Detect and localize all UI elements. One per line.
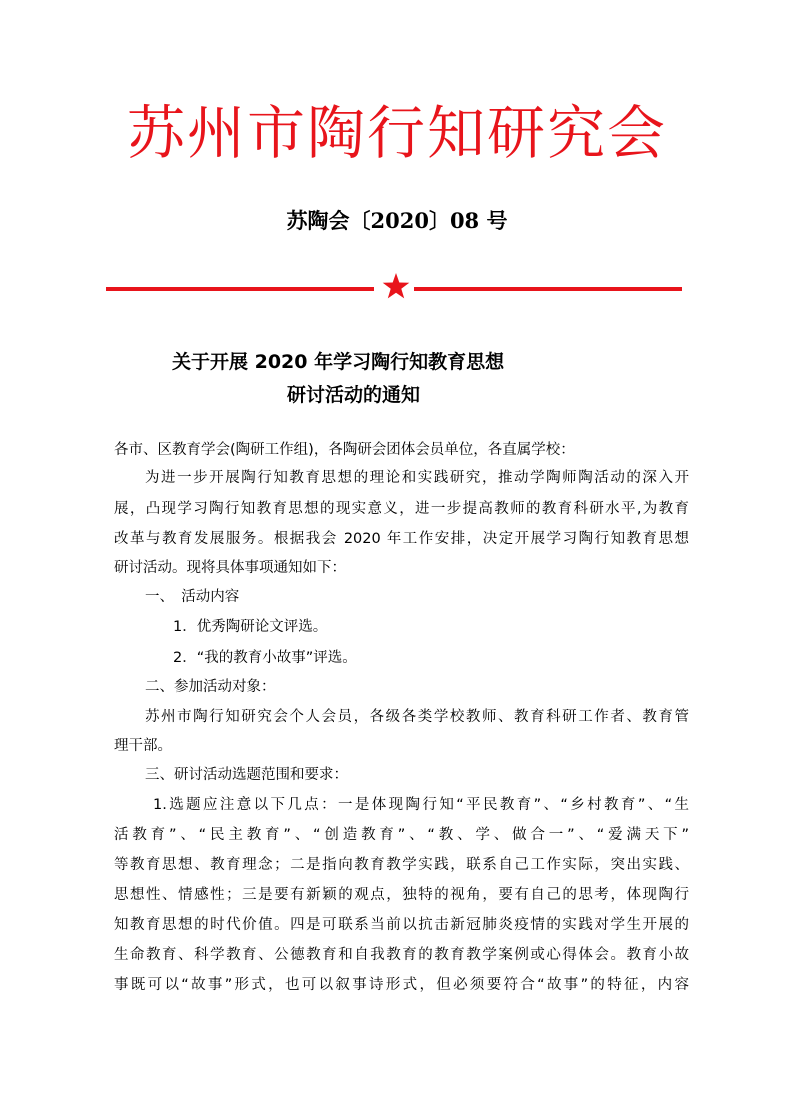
body-line: 等教育思想、教育理念；二是指向教育教学实践，联系自己工作实际，突出实践、 [114, 857, 689, 873]
org-title: 苏州市陶行知研究会 [126, 99, 667, 167]
divider-line-right [414, 287, 682, 291]
doc-number: 苏陶会〔2020〕08 号 [286, 208, 508, 233]
star-icon [381, 272, 411, 302]
body-line: 生命教育、科学教育、公德教育和自我教育的教育教学案例或心得体会。教育小故 [114, 947, 689, 963]
list-item-paper-selection: 1．优秀陶研论文评选。 [173, 619, 328, 635]
body-line-intro: 为进一步开展陶行知教育思想的理论和实践研究，推动学陶师陶活动的深入开 [145, 470, 689, 486]
body-line: 苏州市陶行知研究会个人会员，各级各类学校教师、教育科研工作者、教育管 [145, 709, 689, 725]
body-line: 事既可以“故事”形式，也可以叙事诗形式，但必须要符合“故事”的特征，内容 [114, 977, 689, 993]
notice-title-line-1: 关于开展 2020 年学习陶行知教育思想 [172, 351, 505, 373]
notice-title-line-2: 研讨活动的通知 [287, 384, 421, 406]
body-line: 思想性、情感性；三是要有新颖的观点，独特的视角，要有自己的思考，体现陶行 [114, 887, 689, 903]
body-line-salutation: 各市、区教育学会(陶研工作组)，各陶研会团体会员单位，各直属学校： [114, 442, 575, 458]
body-line: 知教育思想的时代价值。四是可联系当前以抗击新冠肺炎疫情的实践对学生开展的 [114, 917, 689, 933]
body-line: 理干部。 [114, 738, 172, 754]
divider-line-left [106, 287, 374, 291]
list-item-story-selection: 2．“我的教育小故事”评选。 [173, 650, 357, 666]
section-heading-topic-scope: 三、研讨活动选题范围和要求： [145, 767, 348, 783]
body-line: 研讨活动。现将具体事项通知如下： [114, 560, 346, 576]
body-line: 改革与教育发展服务。根据我会 2020 年工作安排，决定开展学习陶行知教育思想 [114, 531, 689, 547]
section-heading-activity-content: 一、 活动内容 [145, 589, 240, 605]
section-heading-participants: 二、参加活动对象： [145, 679, 276, 695]
body-line-topic-requirements: 1.选题应注意以下几点：一是体现陶行知“平民教育”、“乡村教育”、“生 [153, 797, 689, 813]
body-line: 活教育”、“民主教育”、“创造教育”、“教、学、做合一”、“爱满天下” [114, 827, 689, 843]
body-line: 展，凸现学习陶行知教育思想的现实意义，进一步提高教师的教育科研水平,为教育 [114, 501, 689, 517]
